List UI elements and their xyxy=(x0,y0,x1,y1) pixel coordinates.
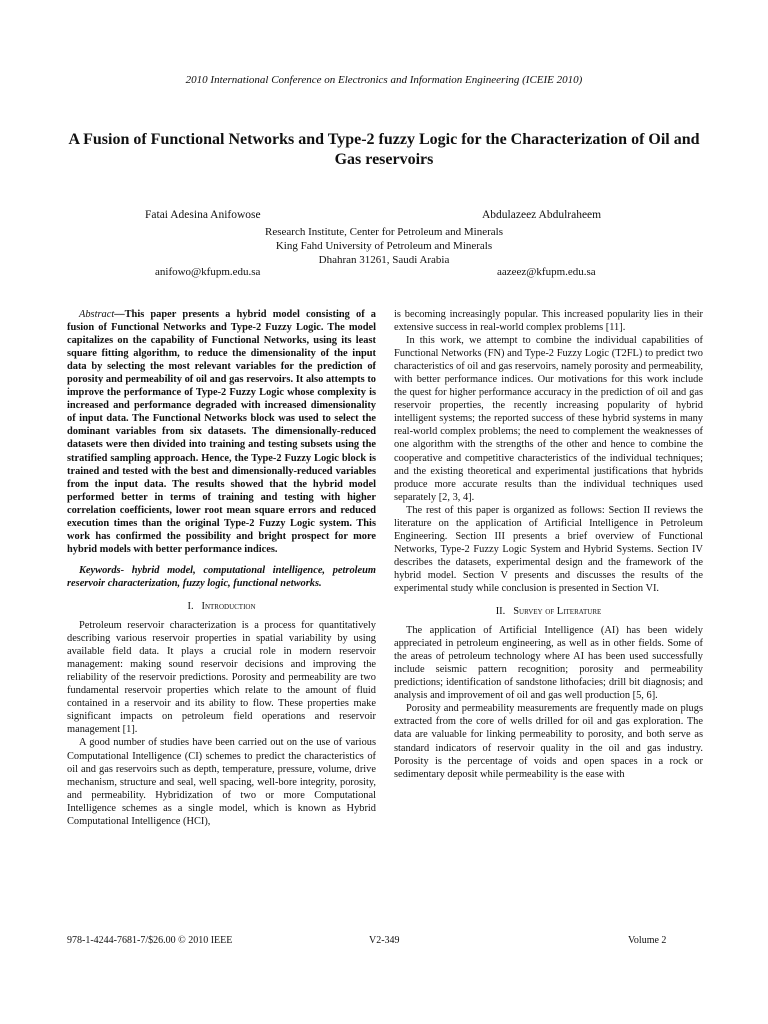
abstract-text: —This paper presents a hybrid model consisting of a fusion of Functional Networks and Type-2 Fuzzy Logic. The model capitalizes on the capability of Functional Networks, using its least square fitting algorithm, to reduce the dimensionality of the input data by selecting the most relevant variables for the prediction of porosity and permeability of oil and gas reservoirs. It also attempts to improve the performance of Type-2 Fuzzy Logic whose complexity is increased and performance degraded with increased dimensionality of input data. The Functional Networks block was used to select the dominant variables from six datasets. The dimensionally-reduced datasets were then divided into training and testing subsets using the stratified sampling approach. Hence, the Type-2 Fuzzy Logic block is trained and tested with the best and dimensionally-reduced variables from the input data. The results showed that the hybrid model performed better in terms of training and testing with higher correlation coefficients, lower root mean square errors and reduced execution times than the original Type-2 Fuzzy Logic system. This work has confirmed the possibility and bright prospect for more hybrid models with better performance indices. xyxy=(67,309,376,555)
footer-volume: Volume 2 xyxy=(628,935,667,946)
paragraph-continuation: is becoming increasingly popular. This increased popularity lies in their extensive success in real-world complex problems [11]. xyxy=(394,309,703,334)
section-heading-introduction xyxy=(67,600,376,613)
right-column xyxy=(394,308,703,781)
left-column xyxy=(67,308,376,828)
keywords: Keywords- hybrid model, computational intelligence, petroleum reservoir characterization, fuzzy logic, functional networks. xyxy=(67,564,376,589)
section-heading-survey xyxy=(394,605,703,618)
paragraph: A good number of studies have been carried out on the use of various Computational Intelligence (CI) schemes to predict the characteristics of oil and gas reservoirs such as depth, temperature, pressure, volume, drive mechanism, structure and seal, well spacing, well-bore integrity, porosity, and permeability. Hybridization of two or more Computational Intelligence schemes as a single model, which is known as Hybrid Computational Intelligence (HCI), xyxy=(67,737,376,827)
author-name-1: Fatai Adesina Anifowose xyxy=(145,209,261,221)
affiliation-line-3: Dhahran 31261, Saudi Arabia xyxy=(318,254,450,266)
affiliation-line-1: Research Institute, Center for Petroleum and Minerals xyxy=(265,226,503,238)
author-email-2[interactable]: aazeez@kfupm.edu.sa xyxy=(497,266,596,278)
paragraph: Petroleum reservoir characterization is a process for quantitatively describing various reservoir properties in spatial variability by using available field data. It plays a crucial role in modern reservoir management: making sound reservoir decisions and improving the reliability of the reservoir predictions. Porosity and permeability are two fundamental reservoir properties which relate to the amount of fluid contained in a reservoir and its ability to flow. These properties make significant impacts on petroleum field operations and reservoir management [1]. xyxy=(67,620,376,736)
paragraph: The rest of this paper is organized as follows: Section II reviews the literature on the application of Artificial Intelligence in Petroleum Engineering. Section III presents a brief overview of Functional Networks, Type-2 Fuzzy Logic System and Hybrid Systems. Section IV describes the datasets, experimental design and the framework of the hybrid model. Section V presents and discusses the results of the experimental study while conclusion is presented in Section VI. xyxy=(394,504,703,594)
conference-header: 2010 International Conference on Electronics and Information Engineering (ICEIE 2010) xyxy=(185,74,583,86)
paragraph: The application of Artificial Intelligence (AI) has been widely appreciated in petroleum engineering, as well as in other fields. Some of the areas of petroleum technology where AI has been used successfully include seismic pattern recognition; porosity and permeability predictions; identification of sandstone lithofacies; drill bit diagnosis; and analysis and improvement of oil and gas well production [5, 6]. xyxy=(394,625,703,702)
affiliation-line-2: King Fahd University of Petroleum and Minerals xyxy=(275,240,493,252)
paragraph: Porosity and permeability measurements are frequently made on plugs extracted from the core of wells drilled for oil and gas exploration. The data are valuable for linking permeability to porosity, and both serve as standard indicators of reservoir quality in the oil and gas industry. Porosity is the percentage of voids and open spaces in a rock or sedimentary deposit while permeability is the ease with xyxy=(394,703,703,780)
page-number: V2-349 xyxy=(369,935,400,946)
abstract-label: Abstract xyxy=(79,309,115,320)
section-title: Introduction xyxy=(201,600,256,612)
author-email-1[interactable]: anifowo@kfupm.edu.sa xyxy=(155,266,261,278)
abstract xyxy=(67,308,376,556)
paper-title: A Fusion of Functional Networks and Type-2 fuzzy Logic for the Characterization of Oil and Gas reservoirs xyxy=(68,131,700,168)
footer-isbn: 978-1-4244-7681-7/$26.00 © 2010 IEEE xyxy=(67,935,233,946)
section-title: Survey of Literature xyxy=(513,606,602,618)
section-number: I. xyxy=(187,600,194,612)
author-name-2: Abdulazeez Abdulraheem xyxy=(482,209,602,221)
paragraph: In this work, we attempt to combine the individual capabilities of Functional Networks (FN) and Type-2 Fuzzy Logic (T2FL) to predict two characteristics of oil and gas reservoirs, namely porosity and permeability, with better performance indices. Our motivations for this work include the quest for higher performance accuracy in the prediction of oil and gas reservoir properties, the recently increasing popularity of hybrid intelligent systems; the reported success of these hybrid systems in many real-world complex problems; the need to complement the weaknesses of one algorithm with the strengths of the other and hence to combine the cooperative and competitive characteristics of the individual techniques; and the existing theoretical and experimental justifications that hybrids produce more accurate results than the individual techniques used separately [2, 3, 4]. xyxy=(394,335,703,503)
section-number: II. xyxy=(495,606,506,618)
affiliation xyxy=(0,225,768,267)
